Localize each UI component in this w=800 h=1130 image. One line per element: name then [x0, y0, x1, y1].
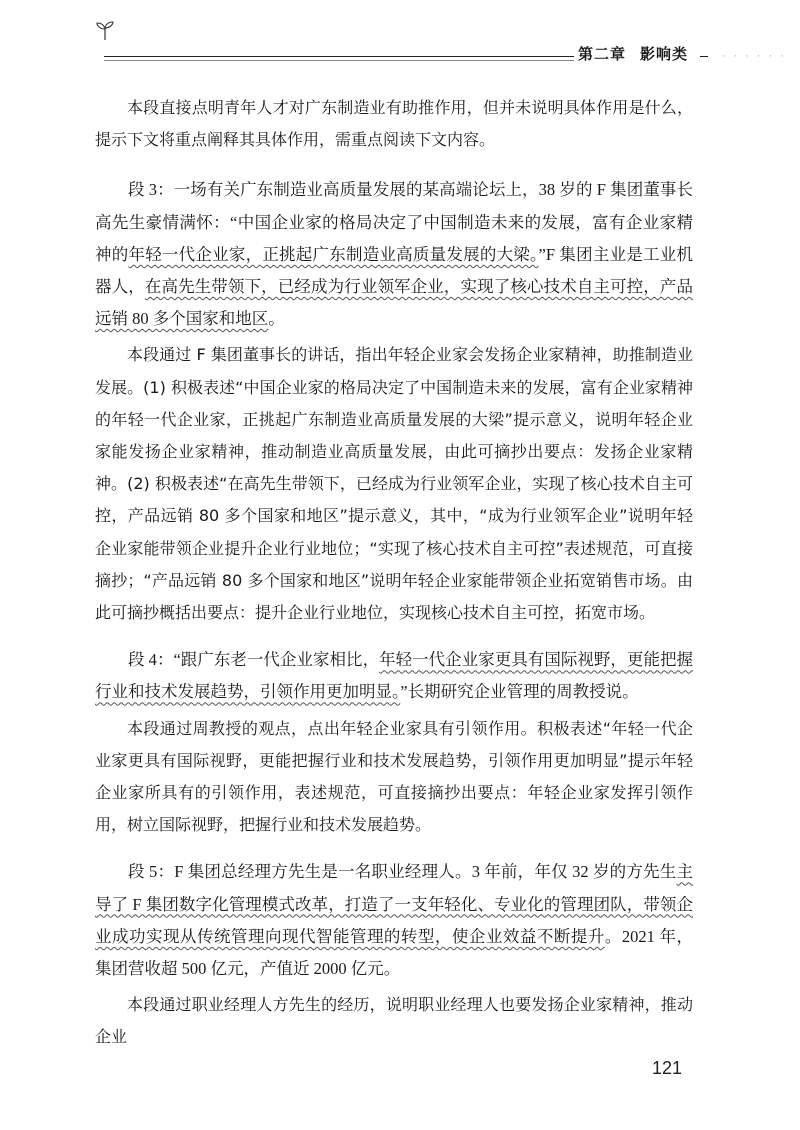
- source-paragraph-4: [95, 644, 693, 708]
- page-header: [0, 0, 800, 70]
- sprout-icon: [94, 20, 116, 42]
- chapter-label: 第二章: [578, 45, 627, 63]
- source-text: 段 4：“跟广东老一代企业家相比，: [128, 650, 380, 670]
- key-phrase: 主导了 F 集团数字化管理模式改革，打造了一支年轻化、专业化的管理团队，带领企业成功实现从传统管理向现代智能管理的转型，使企业效益不断提升: [95, 862, 693, 946]
- key-phrase: 在高先生带领下，已经成为行业领军企业，实现了核心技术自主可控，产品远销 80 多个国家和地区: [95, 277, 694, 329]
- page-number: 121: [652, 1058, 683, 1078]
- page-body: [95, 92, 693, 1054]
- header-dots: · · · · · ·: [722, 52, 787, 62]
- analysis-paragraph-3: 本段通过周教授的观点，点出年轻企业家具有引领作用。积极表述“年轻一代企业家更具有国际视野，更能把握行业和技术发展趋势，引领作用更加明显”提示年轻企业家所具有的引领作用，表述规范，可直接摘抄出要点：年轻企业家发挥引领作用，树立国际视野，把握行业和技术发展趋势。: [95, 718, 693, 835]
- header-rule-thin: [104, 60, 574, 61]
- key-phrase: 年轻一代企业家更具有国际视野，更能把握行业和技术发展趋势，引领作用更加明显。: [95, 650, 694, 702]
- source-paragraph-5: [95, 856, 693, 985]
- chapter-heading: [578, 43, 688, 64]
- source-text: 段 5：F 集团总经理方先生是一名职业经理人。3 年前，年仅 32 岁的方先生: [128, 862, 677, 882]
- source-text: 段 3：一场有关广东制造业高质量发展的某高端论坛上，38 岁的 F 集团董事长高先生豪情满怀：“中国企业家的格局决定了中国制造未来的发展，富有企业家精神的: [95, 180, 693, 264]
- analysis-paragraph-1: 本段直接点明青年人才对广东制造业有助推作用，但并未说明具体作用是什么，提示下文将重点阐释其具体作用，需重点阅读下文内容。: [95, 98, 693, 150]
- analysis-paragraph-2: 本段通过 F 集团董事长的讲话，指出年轻企业家会发扬企业家精神，助推制造业发展。(1) 积极表述“中国企业家的格局决定了中国制造未来的发展，富有企业家精神的年轻一代企业家，正挑起广东制造业高质量发展的大梁”提示意义，说明年轻企业家能发扬企业家精神，推动制造业高质量发展，由此可摘抄出要点：发扬企业家精神。(2) 积极表述“在高先生带领下，已经成为行业领军企业，实现了核心技术自主可控，产品远销 80 多个国家和地区”提示意义，其中，“成为行业领军企业”说明年轻企业家能带领企业提升企业行业地位；“实现了核心技术自主可控”表述规范，可直接摘抄；“产品远销 80 多个国家和地区”说明年轻企业家能带领企业拓宽销售市场。由此可摘抄概括出要点：提升企业行业地位，实现核心技术自主可控，拓宽市场。: [95, 345, 693, 623]
- header-dash: [700, 56, 708, 57]
- analysis-paragraph-4: 本段通过职业经理人方先生的经历，说明职业经理人也要发扬企业家精神，推动企业: [95, 995, 693, 1047]
- source-text: ”F 集团主业是工业机器人，: [95, 244, 694, 297]
- source-text: 。: [268, 309, 285, 329]
- source-text: ”长期研究企业管理的周教授说。: [400, 682, 639, 702]
- source-paragraph-3: [95, 174, 693, 335]
- header-rule: [104, 56, 574, 57]
- chapter-title: 影响类: [640, 45, 689, 63]
- key-phrase: 年轻一代企业家，正挑起广东制造业高质量发展的大梁。: [128, 244, 539, 264]
- source-text: 。2021 年，集团营收超 500 亿元，产值近 2000 亿元。: [95, 926, 694, 979]
